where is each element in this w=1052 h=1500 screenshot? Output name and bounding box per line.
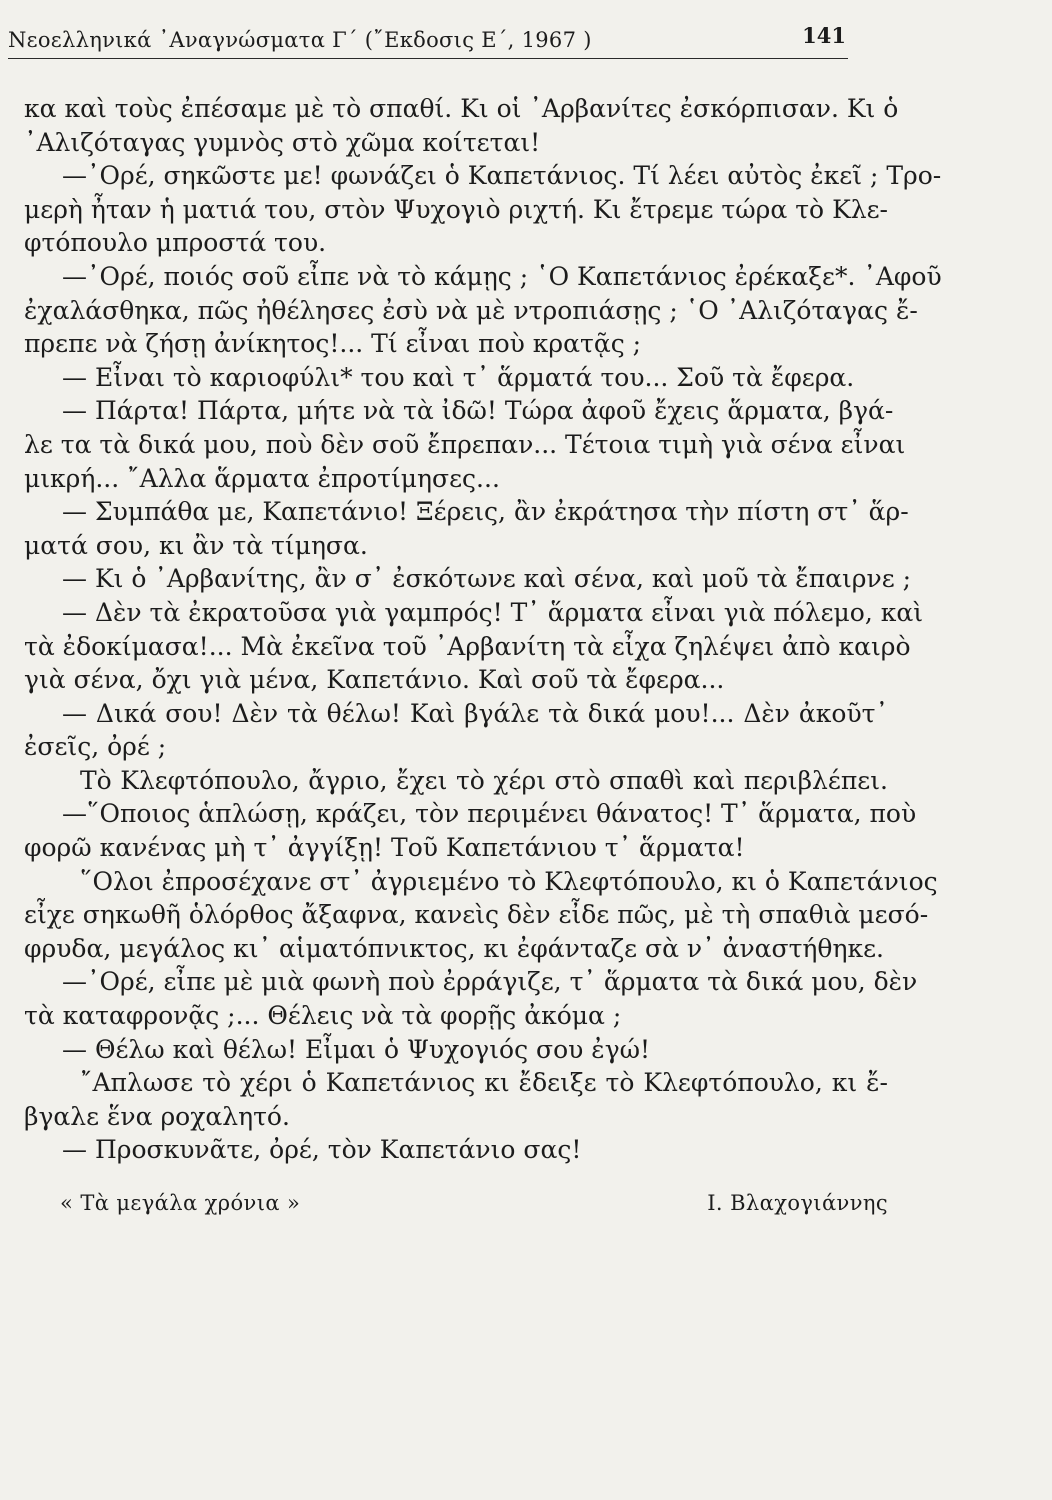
text-line: —᾿Ορέ, εἶπε μὲ μιὰ φωνὴ ποὺ ἐρράγιζε, τ᾿ ἅρματα τὰ δικά μου, δὲν bbox=[62, 967, 918, 997]
text-line: — Θέλω καὶ θέλω! Εἶμαι ὁ Ψυχογιός σου ἐγώ! bbox=[62, 1034, 651, 1064]
story-text bbox=[24, 92, 942, 1167]
running-header bbox=[8, 18, 848, 59]
text-line: βγαλε ἕνα ροχαλητό. bbox=[24, 1101, 290, 1131]
text-line: — Δικά σου! Δὲν τὰ θέλω! Καὶ βγάλε τὰ δικά μου!... Δὲν ἀκοῦτ᾿ bbox=[62, 698, 888, 728]
text-line: — Δὲν τὰ ἐκρατοῦσα γιὰ γαμπρός! Τ᾿ ἅρματα εἶναι γιὰ πόλεμο, καὶ bbox=[62, 597, 924, 627]
text-line: ματά σου, κι ἂν τὰ τίμησα. bbox=[24, 530, 368, 560]
text-line: Τὸ Κλεφτόπουλο, ἄγριο, ἔχει τὸ χέρι στὸ σπαθὶ καὶ περιβλέπει. bbox=[80, 765, 888, 795]
source-attribution bbox=[24, 1191, 888, 1215]
text-line: — Συμπάθα με, Καπετάνιο! Ξέρεις, ἂν ἐκράτησα τὴν πίστη στ᾿ ἅρ- bbox=[62, 497, 909, 527]
text-line: εἶχε σηκωθῆ ὁλόρθος ἄξαφνα, κανεὶς δὲν εἶδε πῶς, μὲ τὴ σπαθιὰ μεσό- bbox=[24, 900, 929, 930]
text-line: ᾿Αλιζόταγας γυμνὸς στὸ χῶμα κοίτεται! bbox=[24, 127, 541, 157]
author-name: Ι. Βλαχογιάννης bbox=[707, 1191, 888, 1215]
text-line: ἐσεῖς, ὀρέ ; bbox=[24, 732, 167, 762]
text-line: μερὴ ἦταν ἡ ματιά του, στὸν Ψυχογιὸ ριχτή. Κι ἔτρεμε τώρα τὸ Κλε- bbox=[24, 194, 888, 224]
text-line: τὰ καταφρονᾷς ;... Θέλεις νὰ τὰ φορῇς ἀκόμα ; bbox=[24, 1001, 622, 1031]
header-title: Νεοελληνικά ᾿Αναγνώσματα Γ΄ (῎Εκδοσις Ε΄, 1967 ) bbox=[8, 28, 592, 52]
text-line: γιὰ σένα, ὄχι γιὰ μένα, Καπετάνιο. Καὶ σοῦ τὰ ἔφερα... bbox=[24, 665, 725, 695]
text-line: κα καὶ τοὺς ἐπέσαμε μὲ τὸ σπαθί. Κι οἱ ᾿Αρβανίτες ἐσκόρπισαν. Κι ὁ bbox=[24, 94, 899, 123]
text-line: ῞Ολοι ἐπροσέχανε στ᾿ ἀγριεμένο τὸ Κλεφτόπουλο, κι ὁ Καπετάνιος bbox=[80, 866, 938, 896]
source-title: « Τὰ μεγάλα χρόνια » bbox=[60, 1191, 301, 1215]
text-line: ἐχαλάσθηκα, πῶς ἠθέλησες ἐσὺ νὰ μὲ ντροπιάσῃς ; ῾Ο ᾿Αλιζόταγας ἔ- bbox=[24, 295, 918, 325]
text-line: — Πάρτα! Πάρτα, μήτε νὰ τὰ ἰδῶ! Τώρα ἀφοῦ ἔχεις ἅρματα, βγά- bbox=[62, 396, 894, 426]
text-line: τὰ ἐδοκίμασα!... Μὰ ἐκεῖνα τοῦ ᾿Αρβανίτη τὰ εἶχα ζηλέψει ἀπὸ καιρὸ bbox=[24, 631, 911, 661]
text-line: φρυδα, μεγάλος κι᾿ αἱματόπνικτος, κι ἐφάνταζε σὰ ν᾿ ἀναστήθηκε. bbox=[24, 933, 884, 963]
text-line: —῞Οποιος ἁπλώσῃ, κράζει, τὸν περιμένει θάνατος! Τ᾿ ἅρματα, ποὺ bbox=[62, 799, 917, 829]
text-line: λε τα τὰ δικά μου, ποὺ δὲν σοῦ ἔπρεπαν... Τέτοια τιμὴ γιὰ σένα εἶναι bbox=[24, 429, 906, 459]
text-line: μικρή... ῎Αλλα ἅρματα ἐπροτίμησες... bbox=[24, 463, 500, 493]
text-line: — Προσκυνᾶτε, ὀρέ, τὸν Καπετάνιο σας! bbox=[62, 1135, 582, 1165]
text-line: φτόπουλο μπροστά του. bbox=[24, 228, 327, 258]
text-line: —᾿Ορέ, ποιός σοῦ εἶπε νὰ τὸ κάμῃς ; ῾Ο Καπετάνιος ἐρέκαξε*. ᾿Αφοῦ bbox=[62, 261, 942, 291]
text-line: ῎Απλωσε τὸ χέρι ὁ Καπετάνιος κι ἔδειξε τὸ Κλεφτόπουλο, κι ἔ- bbox=[80, 1068, 888, 1098]
text-line: —᾿Ορέ, σηκῶστε με! φωνάζει ὁ Καπετάνιος. Τί λέει αὐτὸς ἐκεῖ ; Τρο- bbox=[62, 161, 942, 191]
page-number: 141 bbox=[802, 23, 846, 48]
text-line: — Εἶναι τὸ καριοφύλι* του καὶ τ᾿ ἅρματά του... Σοῦ τὰ ἔφερα. bbox=[62, 362, 855, 392]
text-line: πρεπε νὰ ζήσῃ ἀνίκητος!... Τί εἶναι ποὺ κρατᾷς ; bbox=[24, 329, 642, 359]
text-line: — Κι ὁ ᾿Αρβανίτης, ἂν σ᾿ ἐσκότωνε καὶ σένα, καὶ μοῦ τὰ ἔπαιρνε ; bbox=[62, 564, 912, 594]
text-line: φορῶ κανένας μὴ τ᾿ ἀγγίξῃ! Τοῦ Καπετάνιου τ᾿ ἅρματα! bbox=[24, 833, 745, 863]
